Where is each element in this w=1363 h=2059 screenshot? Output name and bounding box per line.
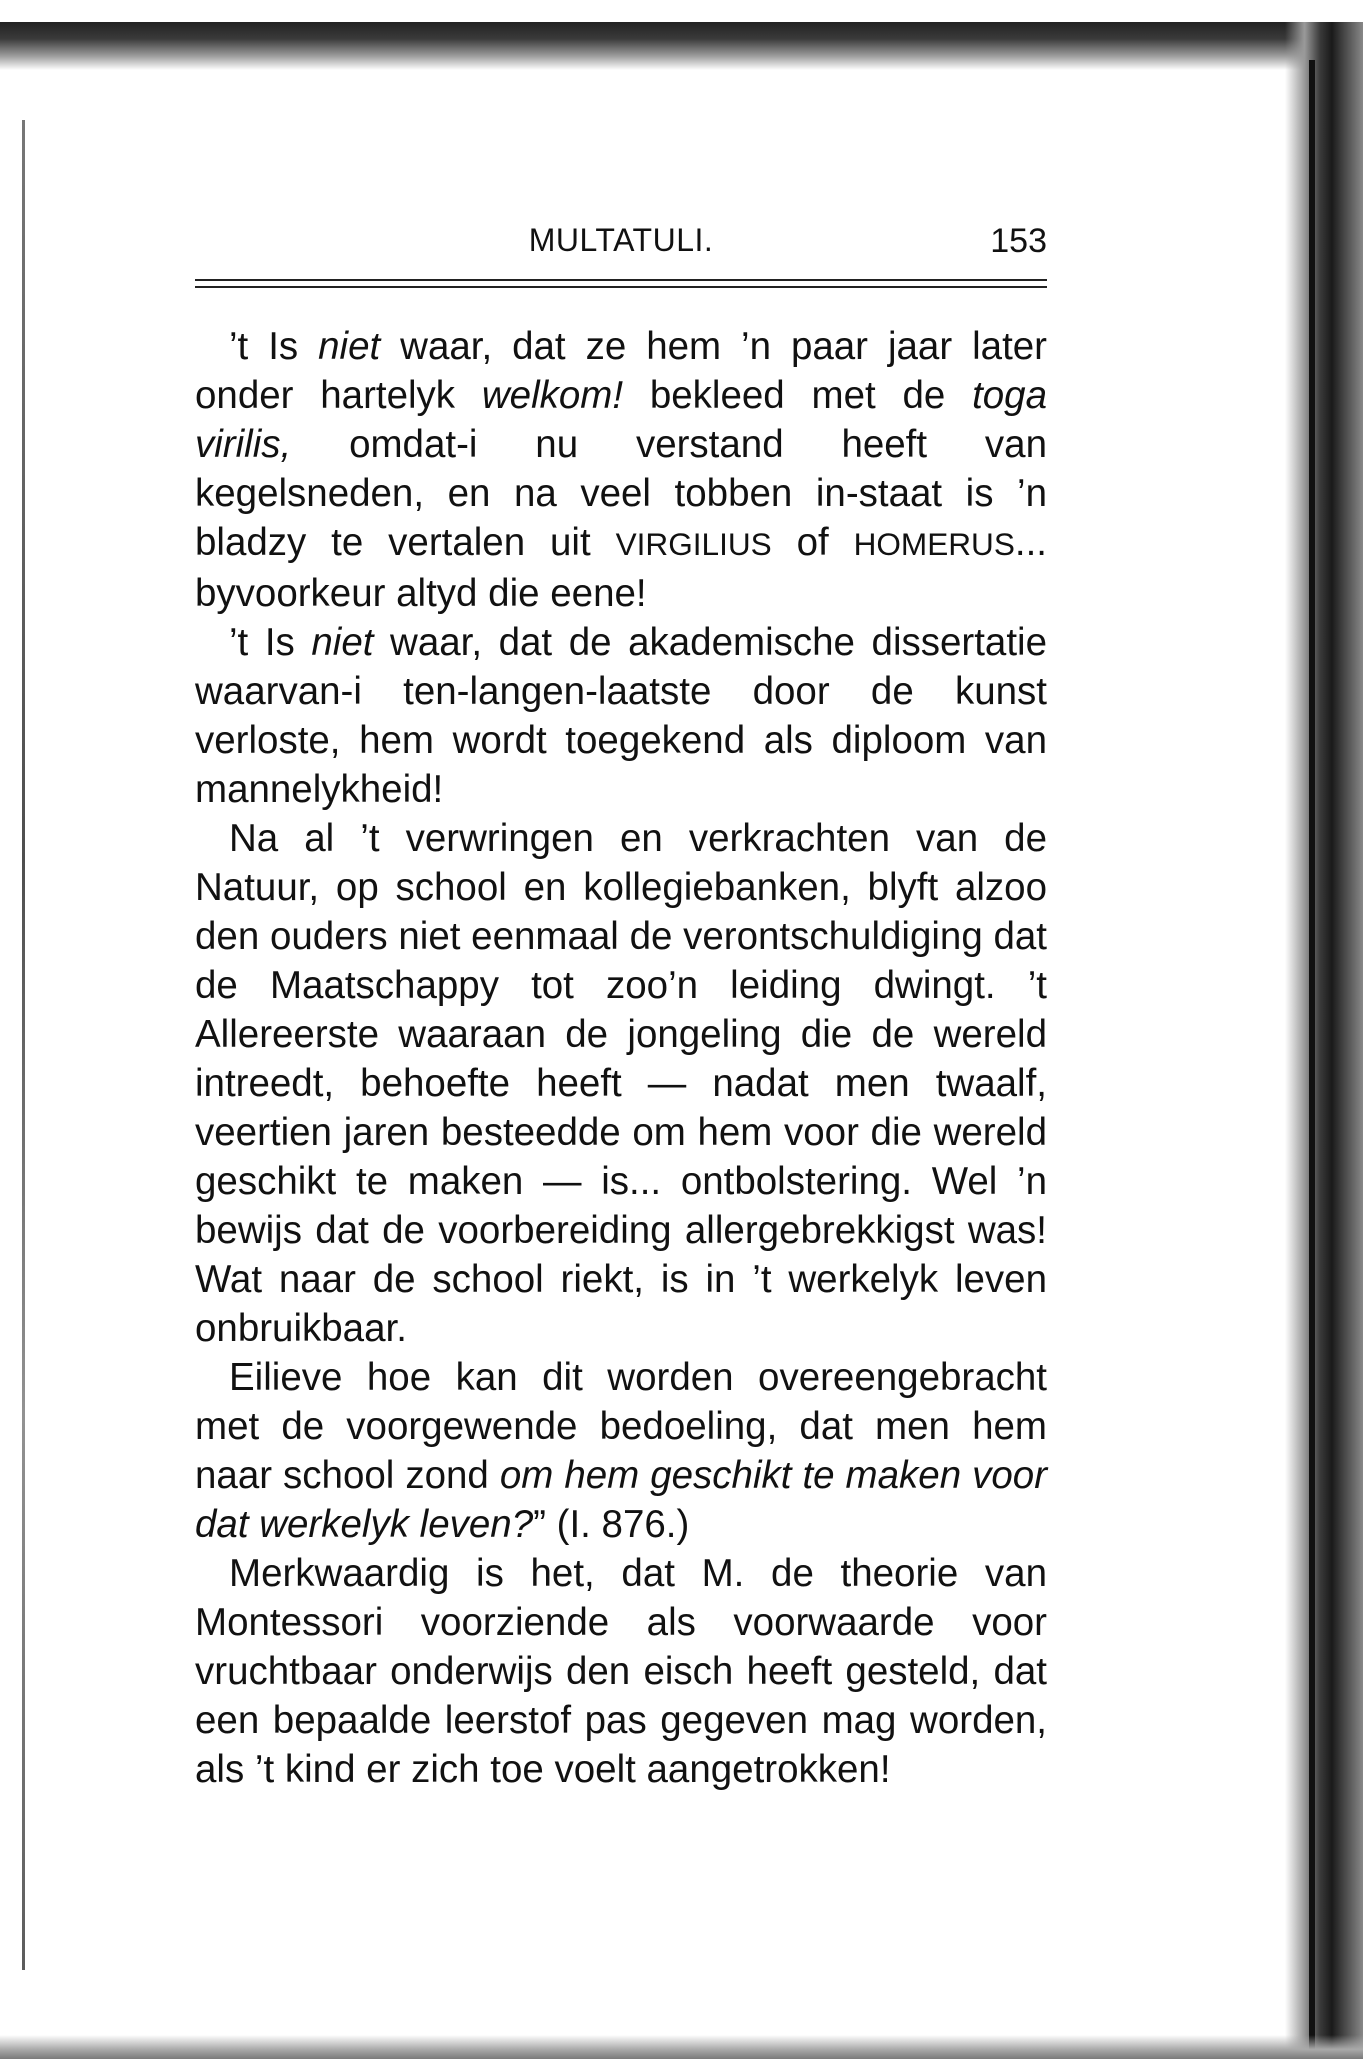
scan-top-edge (0, 22, 1363, 70)
paragraph-1 (195, 322, 1047, 618)
emphasis: toga virilis, (195, 374, 1048, 466)
small-caps-name: VIRGILIUS (615, 526, 772, 562)
text-run: waar, dat ze hem ’n paar jaar later onder hartelyk (195, 325, 1047, 417)
text-run: ” (I. 876.) (533, 1503, 690, 1546)
text-run: of (771, 521, 854, 564)
text-run: ’t Is (229, 621, 312, 664)
emphasis: niet (318, 325, 381, 368)
paragraph-2 (195, 618, 1047, 814)
text-run: ... byvoorkeur altyd die eene! (195, 521, 1047, 615)
running-title: MULTATULI. (528, 222, 714, 258)
body-text (195, 322, 1047, 1794)
page-number: 153 (990, 222, 1047, 260)
header-rule-bottom (195, 286, 1047, 288)
paragraph-4 (195, 1353, 1047, 1549)
text-run: omdat-i nu verstand heeft van kegelsneden, en na veel tobben in-staat is ’n bladzy te vertalen uit (195, 423, 1047, 564)
paragraph-5: Merkwaardig is het, dat M. de theorie van Montessori voorziende als voorwaarde voor vruchtbaar onderwijs den eisch heeft gesteld, dat een bepaalde leerstof pas gegeven mag worden, als ’t kind er zich toe voelt aangetrokken! (195, 1552, 1047, 1791)
text-run: Eilieve hoe kan dit worden overeengebracht met de voorgewende bedoeling, dat men hem naar school zond (195, 1356, 1047, 1497)
emphasis: om hem geschikt te maken voor dat werkelyk leven? (195, 1454, 1048, 1546)
emphasis: niet (311, 621, 374, 664)
scan-binding-edge (1285, 22, 1363, 2059)
header-rule-top (195, 279, 1047, 281)
scan-bottom-edge (0, 2035, 1363, 2059)
text-run: waar, dat de akademische dissertatie waarvan-i ten-langen-laatste door de kunst verloste, hem wordt toegekend als diploom van mannelykheid! (195, 621, 1047, 811)
scan-left-edge (22, 120, 25, 1970)
scan-binding-line (1309, 60, 1315, 2050)
small-caps-name: HOMERUS (853, 526, 1015, 562)
emphasis: welkom! (481, 374, 624, 417)
page-header (195, 222, 1047, 270)
text-run: ’t Is (229, 325, 319, 368)
paragraph-3: Na al ’t verwringen en verkrachten van de Natuur, op school en kollegiebanken, blyft alzoo den ouders niet eenmaal de verontschuldiging dat de Maatschappy tot zoo’n leiding dwingt. ’t Allereerste waaraan de jongeling die de wereld intreedt, behoefte heeft — nadat men twaalf, veertien jaren besteedde om hem voor die wereld geschikt te maken — is... ontbolstering. Wel ’n bewijs dat de voorbereiding allergebrekkigst was! Wat naar de school riekt, is in ’t werkelyk leven onbruikbaar. (195, 817, 1047, 1350)
text-run: bekleed met de (623, 374, 973, 417)
